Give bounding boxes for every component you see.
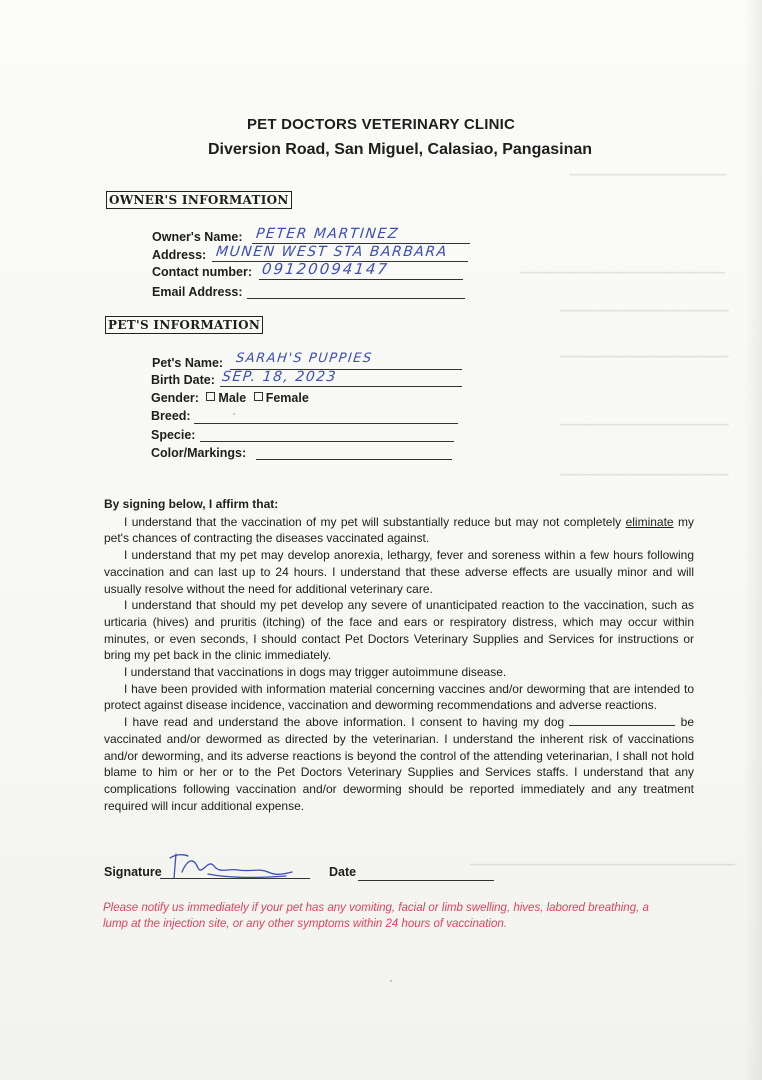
consent-paragraph: [104, 514, 694, 547]
date-line[interactable]: [358, 880, 494, 881]
gender-female-checkbox[interactable]: [254, 392, 263, 401]
pet-birth-value[interactable]: SEP. 18, 2023: [221, 369, 338, 385]
owner-email-label: Email Address:: [152, 285, 243, 299]
gender-male-checkbox[interactable]: [206, 392, 215, 401]
owner-contact-label: Contact number:: [152, 265, 252, 279]
consent-lead: By signing below, I affirm that:: [104, 497, 279, 511]
vaccination-notice: Please notify us immediately if your pet has any vomiting, facial or limb swelling, hives, labored breathing, a lump at the injection site, or any other symptoms within 24 hours of vaccination.: [103, 902, 649, 930]
clinic-name: PET DOCTORS VETERINARY CLINIC: [246, 116, 516, 133]
consent-paragraph: I understand that vaccinations in dogs may trigger autoimmune disease.: [124, 665, 507, 680]
bleed-through-mark: ━━━━━━━━━━━━━━━━━━━━━━━━━━━━: [560, 420, 729, 431]
consent-p1-text-end: my pet's chances of contracting the diseases vaccinated against.: [104, 514, 694, 546]
pet-gender-label: Gender:: [151, 391, 199, 405]
date-label: Date: [329, 865, 357, 879]
pet-birth-label: Birth Date:: [151, 373, 215, 387]
bleed-through-mark: ━━━━━━━━━━━━━━━━━━━━━━━━━━: [570, 170, 727, 181]
page-edge-shadow: [744, 0, 762, 1080]
signature-label: Signature: [104, 865, 162, 879]
clinic-address: Diversion Road, San Miguel, Calasiao, Pangasinan: [207, 141, 593, 158]
bleed-through-mark: ━━━━━━━━━━━━━━━━━━━━━━━━━━━━━━━━━━: [520, 268, 725, 279]
gender-male-label: Male: [218, 391, 247, 405]
paper-speck: [233, 413, 235, 415]
bleed-through-mark: ━━━━━━━━━━━━━━━━━━━━━━━━━━━━: [560, 470, 729, 481]
pet-breed-label: Breed:: [151, 409, 191, 423]
consent-p6-text: I have read and understand the above information. I consent to having my dog: [124, 715, 570, 730]
owner-name-label: Owner's Name:: [152, 230, 243, 244]
owner-name-value[interactable]: PETER MARTINEZ: [255, 226, 400, 242]
consent-paragraph: [104, 714, 694, 814]
owner-address-label: Address:: [152, 248, 207, 262]
dog-name-blank[interactable]: [569, 715, 675, 726]
consent-p1-text: I understand that the vaccination of my pet will substantially reduce but may not completely: [124, 514, 622, 529]
bleed-through-mark: ━━━━━━━━━━━━━━━━━━━━━━━━━━━━: [560, 352, 729, 363]
pet-section-title: PET'S INFORMATION: [105, 316, 263, 334]
pet-gender-row: [151, 391, 309, 405]
pet-specie-line[interactable]: [200, 441, 454, 442]
bleed-through-mark: ━━━━━━━━━━━━━━━━━━━━━━━━━━━━: [560, 306, 729, 317]
owner-section-title: OWNER'S INFORMATION: [106, 191, 292, 209]
pet-name-value[interactable]: SARAH'S PUPPIES: [235, 351, 374, 366]
bleed-through-mark: ━━━━━━━━━━━━━━━━━━━━━━━━━━━━━━━━━━━━━━━━━━━━: [470, 860, 735, 871]
consent-paragraph: I understand that should my pet develop any severe of unanticipated reaction to the vaccination, such as urticaria (hives) and pruritis (itching) of the face and ears or respiratory distress, which may occur within minutes, or even seconds, I should contact Pet Doctors Veterinary Supplies and Services for instructions or bring my pet back in the clinic immediately.: [104, 598, 694, 663]
consent-paragraph: I have been provided with information material concerning vaccines and/or deworming that are intended to protect against disease incidence, vaccination and deworming recommendations and adverse reactions.: [104, 681, 694, 713]
pet-color-label: Color/Markings:: [151, 446, 247, 460]
owner-address-value[interactable]: MUNEN WEST STA BARBARA: [215, 244, 449, 260]
pet-name-label: Pet's Name:: [152, 356, 224, 370]
pet-breed-line[interactable]: [194, 423, 458, 424]
owner-contact-line: [259, 279, 463, 280]
owner-email-line[interactable]: [247, 298, 465, 299]
gender-female-label: Female: [265, 391, 309, 405]
paper-speck: [390, 980, 392, 982]
consent-text: [104, 496, 694, 814]
owner-contact-value[interactable]: 09120094147: [261, 260, 390, 278]
signature-scribble: [168, 848, 298, 882]
pet-color-line[interactable]: [256, 459, 452, 460]
pet-specie-label: Specie:: [151, 428, 196, 442]
consent-paragraph: I understand that my pet may develop anorexia, lethargy, fever and soreness within a few hours following vaccination and can last up to 24 hours. I understand that these adverse effects are usually minor and will usually resolve without the need for additional veterinary care.: [104, 548, 694, 596]
consent-p6-text-end: be vaccinated and/or dewormed as directed by the veterinarian. I understand the inherent risk of vaccinations and/or deworming, and its adverse reactions is beyond the control of the attending veterinarian, I shall not hold blame to him or her or to the Pet Doctors Veterinary Supplies and Services staffs. I understand that any complications following vaccination and/or deworming should be reported immediately and any treatment required will incur additional expense.: [104, 715, 694, 813]
consent-p1-underlined: eliminate: [625, 514, 674, 529]
pet-birth-line: [220, 386, 462, 387]
